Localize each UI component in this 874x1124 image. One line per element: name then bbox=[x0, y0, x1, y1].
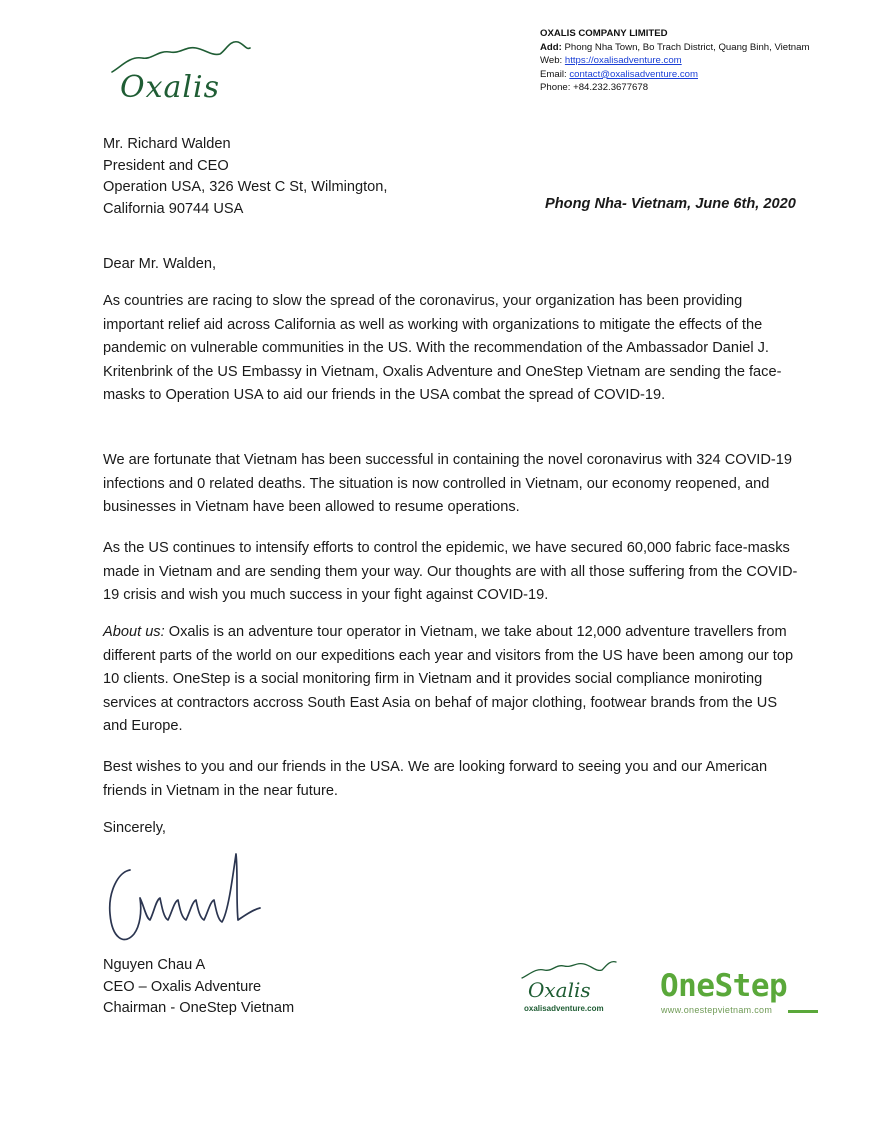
paragraph-4 bbox=[103, 621, 803, 739]
paragraph-2: We are fortunate that Vietnam has been successful in containing the novel coronavirus with 324 COVID-19 infections and 0 related deaths. The situation is now controlled in Vietnam, our economy reopened, and businesses in Vietnam have been allowed to resume operations. bbox=[103, 452, 792, 515]
paragraph-1: As countries are racing to slow the spread of the coronavirus, your organization has been providing important relief aid across California as well as working with organizations to mitigate the effects of the pandemic on vulnerable communities in the US. With the recommendation of the Ambassador Daniel J. Kritenbrink of the US Embassy in Vietnam, Oxalis Adventure and OneStep Vietnam are sending the face-masks to Operation USA to aid our friends in the USA combat the spread of COVID-19. bbox=[103, 293, 782, 403]
company-web-link[interactable]: https://oxalisadventure.com bbox=[564, 55, 682, 67]
paragraph-3: As the US continues to intensify efforts to control the epidemic, we have secured 60,000 fabric face-masks made in Vietnam and are sending them your way. Our thoughts are with all those suffering from the COVID-19 crisis and wish you much success in your fight against COVID-19. bbox=[103, 540, 798, 603]
about-us-lead: About us: bbox=[103, 624, 165, 640]
about-us-text: Oxalis is an adventure tour operator in Vietnam, we take about 12,000 adventure travellers from different parts of the world on our expeditions each year and visitors from the US have been among our top 10 clients. OneStep is a social monitoring firm in Vietnam and it provides social compliance moniroting services at contractors accross South East Asia on behaf of major clothing, footwear brands from the US and Europe. bbox=[103, 624, 794, 734]
company-address: Add: Phong Nha Town, Bo Trach District, Quang Binh, Vietnam bbox=[540, 41, 810, 53]
company-email: Email: contact@oxalisadventure.com bbox=[540, 68, 698, 80]
onestep-logo-text: OneStep bbox=[660, 968, 788, 1004]
company-phone: Phone: +84.232.3677678 bbox=[540, 82, 649, 94]
oxalis-footer-logo-text: Oxalis bbox=[528, 978, 591, 1002]
signer-role-2: Chairman - OneStep Vietnam bbox=[103, 1000, 295, 1016]
company-email-link[interactable]: contact@oxalisadventure.com bbox=[569, 68, 698, 80]
signer-name: Nguyen Chau A bbox=[103, 957, 206, 973]
closing: Sincerely, bbox=[103, 820, 166, 836]
oxalis-logo-text: Oxalis bbox=[120, 70, 220, 105]
letter-date: Phong Nha- Vietnam, June 6th, 2020 bbox=[545, 196, 796, 212]
signer-block bbox=[103, 955, 294, 1020]
paragraph-5: Best wishes to you and our friends in the USA. We are looking forward to seeing you and our American friends in Vietnam in the near future. bbox=[103, 759, 768, 799]
recipient-name: Mr. Richard Walden bbox=[103, 136, 231, 152]
signer-role-1: CEO – Oxalis Adventure bbox=[103, 978, 262, 995]
recipient-block bbox=[103, 134, 387, 220]
oxalis-logo bbox=[108, 36, 258, 106]
signature-icon bbox=[100, 842, 270, 950]
recipient-address-line-1: Operation USA, 326 West C St, Wilmington, bbox=[103, 179, 388, 195]
oxalis-footer-url: oxalisadventure.com bbox=[524, 1004, 604, 1013]
oxalis-footer-logo bbox=[518, 958, 628, 1018]
company-web: Web: https://oxalisadventure.com bbox=[540, 55, 682, 67]
company-name: OXALIS COMPANY LIMITED bbox=[540, 28, 668, 39]
company-info bbox=[540, 27, 860, 95]
onestep-underline bbox=[788, 1010, 818, 1013]
signature bbox=[100, 842, 270, 950]
recipient-title: President and CEO bbox=[103, 157, 229, 174]
onestep-url: www.onestepvietnam.com bbox=[661, 1005, 773, 1015]
recipient-address-line-2: California 90744 USA bbox=[103, 200, 244, 217]
salutation: Dear Mr. Walden, bbox=[103, 256, 217, 272]
onestep-logo bbox=[660, 968, 840, 1018]
